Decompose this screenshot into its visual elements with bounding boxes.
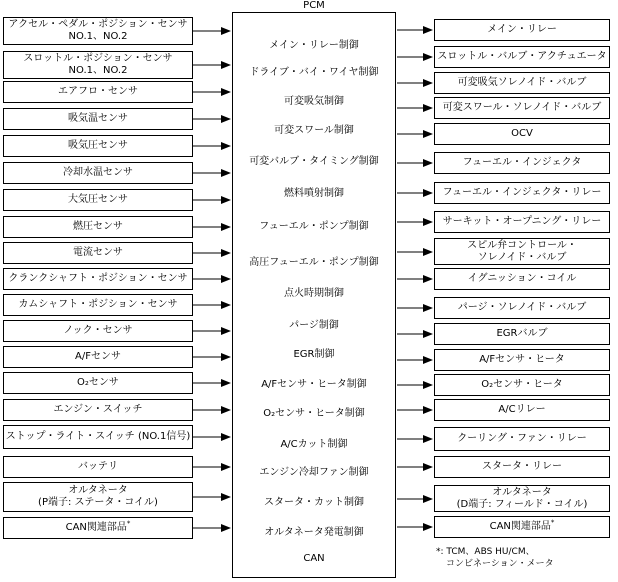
arrow-head: [221, 249, 231, 257]
input-label: カムシャフト・ポジション・センサ: [18, 299, 178, 310]
output-label: メイン・リレー: [487, 24, 557, 35]
pcm-function: 可変吸気制御: [284, 96, 344, 107]
arrow-head: [221, 223, 231, 231]
pcm-function: 可変バルブ・タイミング制御: [249, 156, 379, 167]
arrow-head: [221, 196, 231, 204]
input-label: ストップ・ライト・スイッチ (NO.1信号): [5, 431, 191, 442]
output-label: スピル弁コントロール・: [467, 239, 577, 251]
footnote-marker: *: [550, 518, 555, 527]
input-label: スロットル・ポジション・センサ: [23, 53, 173, 64]
output-label: サーキット・オープニング・リレー: [442, 216, 602, 227]
pcm-function: O₂センサ・ヒータ制御: [263, 408, 365, 419]
output-label: O₂センサ・ヒータ: [481, 379, 563, 390]
pcm-function: スタータ・カット制御: [264, 497, 364, 508]
arrow-head: [221, 301, 231, 309]
input-label: NO.1、NO.2: [68, 65, 128, 76]
arrow-head: [423, 463, 433, 471]
output-label: A/Cリレー: [498, 404, 546, 415]
input-label: NO.1、NO.2: [68, 31, 128, 42]
input-label: オルタネータ: [68, 485, 128, 496]
arrow-head: [423, 218, 433, 226]
arrow-head: [423, 523, 433, 531]
output-label: フューエル・インジェクタ・リレー: [442, 187, 602, 198]
input-label: 吸気圧センサ: [68, 140, 128, 151]
footnote: [436, 546, 554, 570]
arrow-head: [423, 275, 433, 283]
output-label: A/Fセンサ・ヒータ: [479, 354, 565, 365]
arrow-head: [423, 381, 433, 389]
input-label: バッテリ: [78, 461, 118, 472]
arrow-head: [221, 169, 231, 177]
arrow-head: [221, 379, 231, 387]
input-label: 吸気温センサ: [68, 113, 128, 124]
pcm-function: 点火時期制御: [284, 288, 344, 299]
arrow-head: [221, 142, 231, 150]
output-label: クーリング・ファン・リレー: [457, 433, 587, 444]
pcm-title: PCM: [303, 0, 325, 11]
input-label: ノック・センサ: [63, 325, 133, 336]
output-label: スタータ・リレー: [482, 461, 562, 472]
arrow-head: [221, 524, 231, 532]
arrow-head: [423, 248, 433, 256]
arrow-head: [423, 406, 433, 414]
arrow-head: [221, 353, 231, 361]
pcm-function: 可変スワール制御: [274, 125, 354, 136]
arrow-head: [423, 189, 433, 197]
arrow-head: [221, 27, 231, 35]
input-label: A/Fセンサ: [75, 351, 121, 362]
input-label: O₂センサ: [77, 377, 119, 388]
output-label: スロットル・バルブ・アクチュエータ: [437, 51, 607, 62]
footnote-line-2: コンビネーション・メータ: [446, 559, 554, 569]
output-label: イグニッション・コイル: [467, 273, 577, 284]
arrow-head: [221, 61, 231, 69]
arrow-head: [423, 495, 433, 503]
pcm-function: EGR制御: [293, 349, 335, 360]
input-label: 電流センサ: [73, 247, 123, 258]
output-label: 可変スワール・ソレノイド・バルブ: [442, 102, 602, 113]
pcm-function: オルタネータ発電制御: [264, 527, 364, 538]
arrow-head: [423, 159, 433, 167]
output-label: (D端子: フィールド・コイル): [456, 498, 588, 510]
arrow-head: [423, 26, 433, 34]
input-label: (P端子: ステータ・コイル): [38, 497, 158, 508]
arrow-head: [423, 356, 433, 364]
input-label: クランクシャフト・ポジション・センサ: [8, 273, 188, 284]
pcm-function: フューエル・ポンプ制御: [259, 221, 369, 232]
arrow-head: [423, 130, 433, 138]
output-label: ソレノイド・バルブ: [477, 251, 567, 263]
arrow-head: [221, 493, 231, 501]
input-label: エアフロ・センサ: [58, 86, 138, 97]
output-label: フューエル・インジェクタ: [462, 157, 582, 168]
input-label: 燃圧センサ: [73, 221, 123, 232]
arrow-head: [221, 88, 231, 96]
input-label: 冷却水温センサ: [63, 167, 133, 178]
output-label: 可変吸気ソレノイド・バルブ: [457, 77, 587, 88]
arrow-head: [221, 327, 231, 335]
arrow-head: [423, 330, 433, 338]
pcm-function: ドライブ・バイ・ワイヤ制御: [249, 67, 379, 78]
arrow-head: [423, 79, 433, 87]
pcm-function: パージ制御: [289, 320, 339, 331]
pcm-function: A/Cカット制御: [280, 439, 348, 450]
arrow-head: [423, 53, 433, 61]
output-label: OCV: [511, 128, 533, 139]
input-label: アクセル・ペダル・ポジション・センサ: [8, 19, 188, 30]
input-label: CAN関連部品*: [65, 519, 131, 533]
pcm-function: CAN: [303, 553, 325, 564]
pcm-function: メイン・リレー制御: [269, 40, 359, 51]
pcm-function: 高圧フューエル・ポンプ制御: [249, 257, 379, 268]
output-label: CAN関連部品*: [489, 518, 555, 532]
arrow-head: [221, 275, 231, 283]
arrow-head: [221, 463, 231, 471]
arrow-head: [221, 115, 231, 123]
pcm-function: A/Fセンサ・ヒータ制御: [261, 379, 367, 390]
output-label: オルタネータ: [492, 486, 552, 498]
output-label: EGRバルブ: [496, 328, 548, 339]
arrow-head: [423, 304, 433, 312]
pcm-function: エンジン冷却ファン制御: [259, 467, 369, 478]
arrow-head: [423, 435, 433, 443]
footnote-line-1: *: TCM、ABS HU/CM、: [436, 547, 535, 557]
arrow-head: [221, 433, 231, 441]
arrow-head: [221, 406, 231, 414]
arrow-head: [423, 104, 433, 112]
input-label: 大気圧センサ: [68, 194, 128, 205]
input-label: エンジン・スイッチ: [53, 404, 143, 415]
footnote-marker: *: [126, 519, 131, 528]
pcm-function: 燃料噴射制御: [284, 188, 344, 199]
output-label: パージ・ソレノイド・バルブ: [457, 302, 587, 313]
